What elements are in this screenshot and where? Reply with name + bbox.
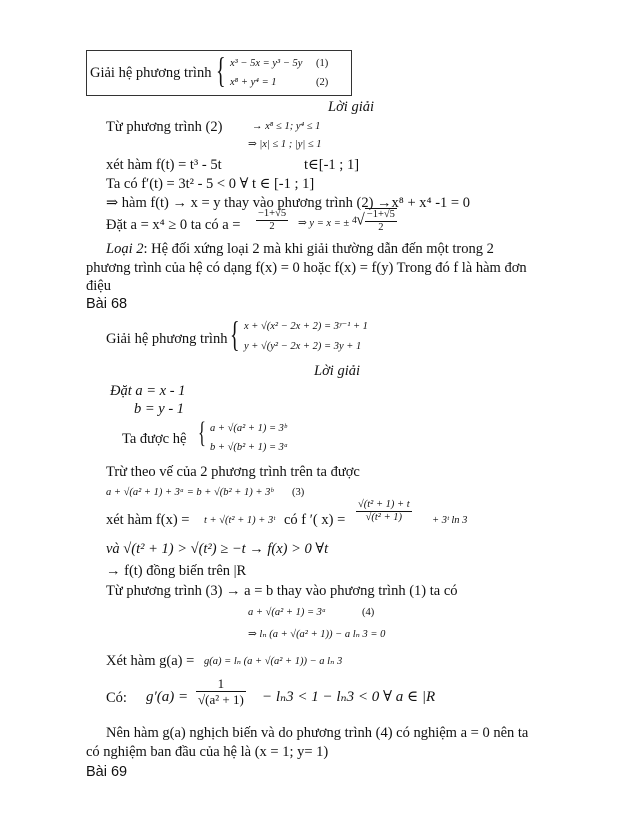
increasing-text: → f(t) đồng biến trên |R <box>106 563 247 579</box>
func-text: xét hàm f(x) = <box>106 512 190 528</box>
line1-math: → x⁸ ≤ 1; y⁴ ≤ 1 <box>252 121 321 132</box>
type2-line-c: điệu <box>86 278 111 294</box>
eq3: a + √(a² + 1) + 3ᵃ = b + √(b² + 1) + 3ᵇ <box>106 487 274 498</box>
line6-text: Đặt a = x⁴ ≥ 0 ta có a = <box>106 217 241 233</box>
line6-root-num: −1+√5 <box>366 209 395 220</box>
system-brace: { <box>216 50 226 90</box>
g-deriv-label: Có: <box>106 690 127 706</box>
eq1-68: x + √(x² − 2x + 2) = 3ʸ⁻¹ + 1 <box>244 321 368 332</box>
deriv-num: √(t² + 1) + t <box>358 499 410 510</box>
solution-heading-68: Lời giải <box>314 363 361 379</box>
eq1-67: x³ − 5x = y³ − 5y <box>230 58 303 69</box>
eq4-tag: (4) <box>362 607 375 618</box>
line4-text: Ta có f′(t) = 3t² - 5 < 0 ∀ t ∈ [-1 ; 1] <box>106 176 315 192</box>
system-label: Ta được hệ <box>122 431 187 447</box>
deriv-text: có f ′( x) = <box>284 512 346 528</box>
line6-root-index: 4 <box>352 216 357 226</box>
g-text: Xét hàm g(a) = <box>106 653 195 669</box>
title-69: Bài 69 <box>86 764 128 780</box>
eq1-tag-67: (1) <box>316 58 329 69</box>
eq3-tag: (3) <box>292 487 305 498</box>
prompt-67: Giải hệ phương trình <box>90 65 212 81</box>
sub-b: b = y - 1 <box>134 401 185 417</box>
eq4-ln: ⇒ lₙ (a + √(a² + 1)) − a lₙ 3 = 0 <box>248 629 386 640</box>
type2-line-b: phương trình của hệ có dạng f(x) = 0 hoặc f(x) = f(y) Trong đó f là hàm đơn <box>86 260 527 276</box>
from3-text: Từ phương trình (3) → a = b thay vào phương trình (1) ta có <box>106 583 458 599</box>
line6-root-den: 2 <box>378 222 384 233</box>
g-deriv-den: √(a² + 1) <box>198 692 244 707</box>
eq2-68: y + √(y² − 2x + 2) = 3y + 1 <box>244 341 362 352</box>
conclusion-b: có nghiệm ban đầu của hệ là (x = 1; y= 1) <box>86 744 329 760</box>
type2-line-a <box>106 240 494 258</box>
system-brace-ab: { <box>198 416 206 449</box>
type2-label: Loại 2 <box>106 241 144 257</box>
g-deriv-lhs: g′(a) = <box>146 689 189 705</box>
eq2-67: x⁸ + y⁴ = 1 <box>230 77 277 88</box>
line6-frac-num: −1+√5 <box>258 208 287 219</box>
sys2: b + √(b² + 1) = 3ᵃ <box>210 442 289 453</box>
line6-frac-den: 2 <box>269 221 275 232</box>
line3-domain: t∈[-1 ; 1] <box>304 157 360 173</box>
deriv-den: √(t² + 1) <box>365 512 403 523</box>
sys1: a + √(a² + 1) = 3ᵇ <box>210 423 287 434</box>
line6-root: √ $\frac{-1+√5}{2}$ <box>356 209 395 233</box>
sub-a: Đặt a = x - 1 <box>110 383 186 399</box>
g-deriv-tail: − lₙ3 < 1 − lₙ3 < 0 ∀ a ∈ |R <box>262 689 436 705</box>
func-expr: t + √(t² + 1) + 3ᵗ <box>204 515 276 526</box>
line3-text: xét hàm f(t) = t³ - 5t <box>106 157 222 173</box>
type2-text-a: : Hệ đối xứng loại 2 mà khi giải thường dẫn đến một trong 2 <box>143 241 494 257</box>
ineq-text: và √(t² + 1) > √(t²) ≥ −t → f(x) > 0 ∀t <box>106 541 329 557</box>
solution-heading-67: Lời giải <box>328 99 375 115</box>
eq4: a + √(a² + 1) = 3ᵃ <box>248 607 327 618</box>
g-deriv-frac <box>196 676 246 707</box>
line2-math: ⇒ |x| ≤ 1 ; |y| ≤ 1 <box>248 139 322 150</box>
system-brace-68: { <box>230 314 240 354</box>
g-deriv-num: 1 <box>196 676 246 692</box>
deriv-frac <box>356 499 412 524</box>
line5-text: ⇒ hàm f(t) → x = y thay vào phương trình (2) →x⁸ + x⁴ -1 = 0 <box>106 195 470 211</box>
deriv-tail: + 3ᵗ ln 3 <box>432 515 468 526</box>
conclusion-a: Nên hàm g(a) nghịch biến và do phương trình (4) có nghiệm a = 0 nên ta <box>106 725 529 741</box>
title-68: Bài 68 <box>86 296 128 312</box>
line6-result: ⇒ y = x = ± <box>298 218 350 229</box>
eq2-tag-67: (2) <box>316 77 329 88</box>
line6-frac <box>256 208 288 233</box>
prompt-68: Giải hệ phương trình <box>106 331 228 347</box>
g-expr: g(a) = lₙ (a + √(a² + 1)) − a lₙ 3 <box>204 656 343 667</box>
line1-text: Từ phương trình (2) <box>106 119 223 135</box>
subtract-text: Trừ theo vế của 2 phương trình trên ta được <box>106 464 360 480</box>
